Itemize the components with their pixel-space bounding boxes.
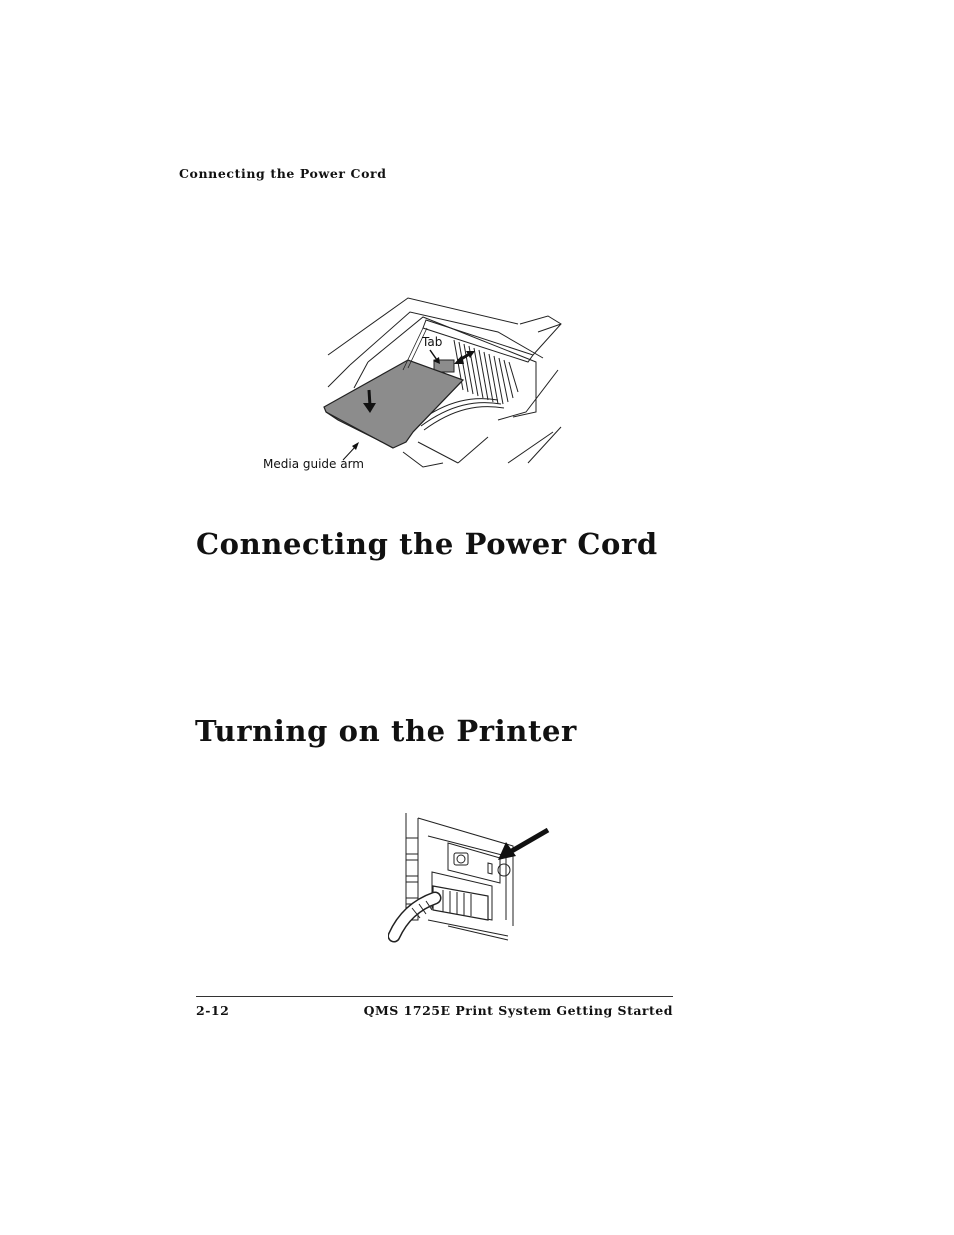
power-switch-pointer-arrow-icon [498,830,548,860]
footer-rule [196,996,673,997]
running-head: Connecting the Power Cord [179,166,387,181]
tray-line-art [258,292,568,477]
tab-label: Tab [422,335,443,349]
book-title: QMS 1725E Print System Getting Started [363,1003,673,1018]
media-guide-arm [324,360,463,448]
power-switch-illustration [388,808,558,943]
media-guide-arm-label: Media guide arm [263,457,364,471]
power-switch-line-art [388,808,558,943]
media-guide-arm-illustration [258,292,568,477]
page-number: 2-12 [196,1003,230,1018]
section-heading-connecting-power-cord: Connecting the Power Cord [196,527,658,561]
section-heading-turning-on-printer: Turning on the Printer [195,714,577,748]
